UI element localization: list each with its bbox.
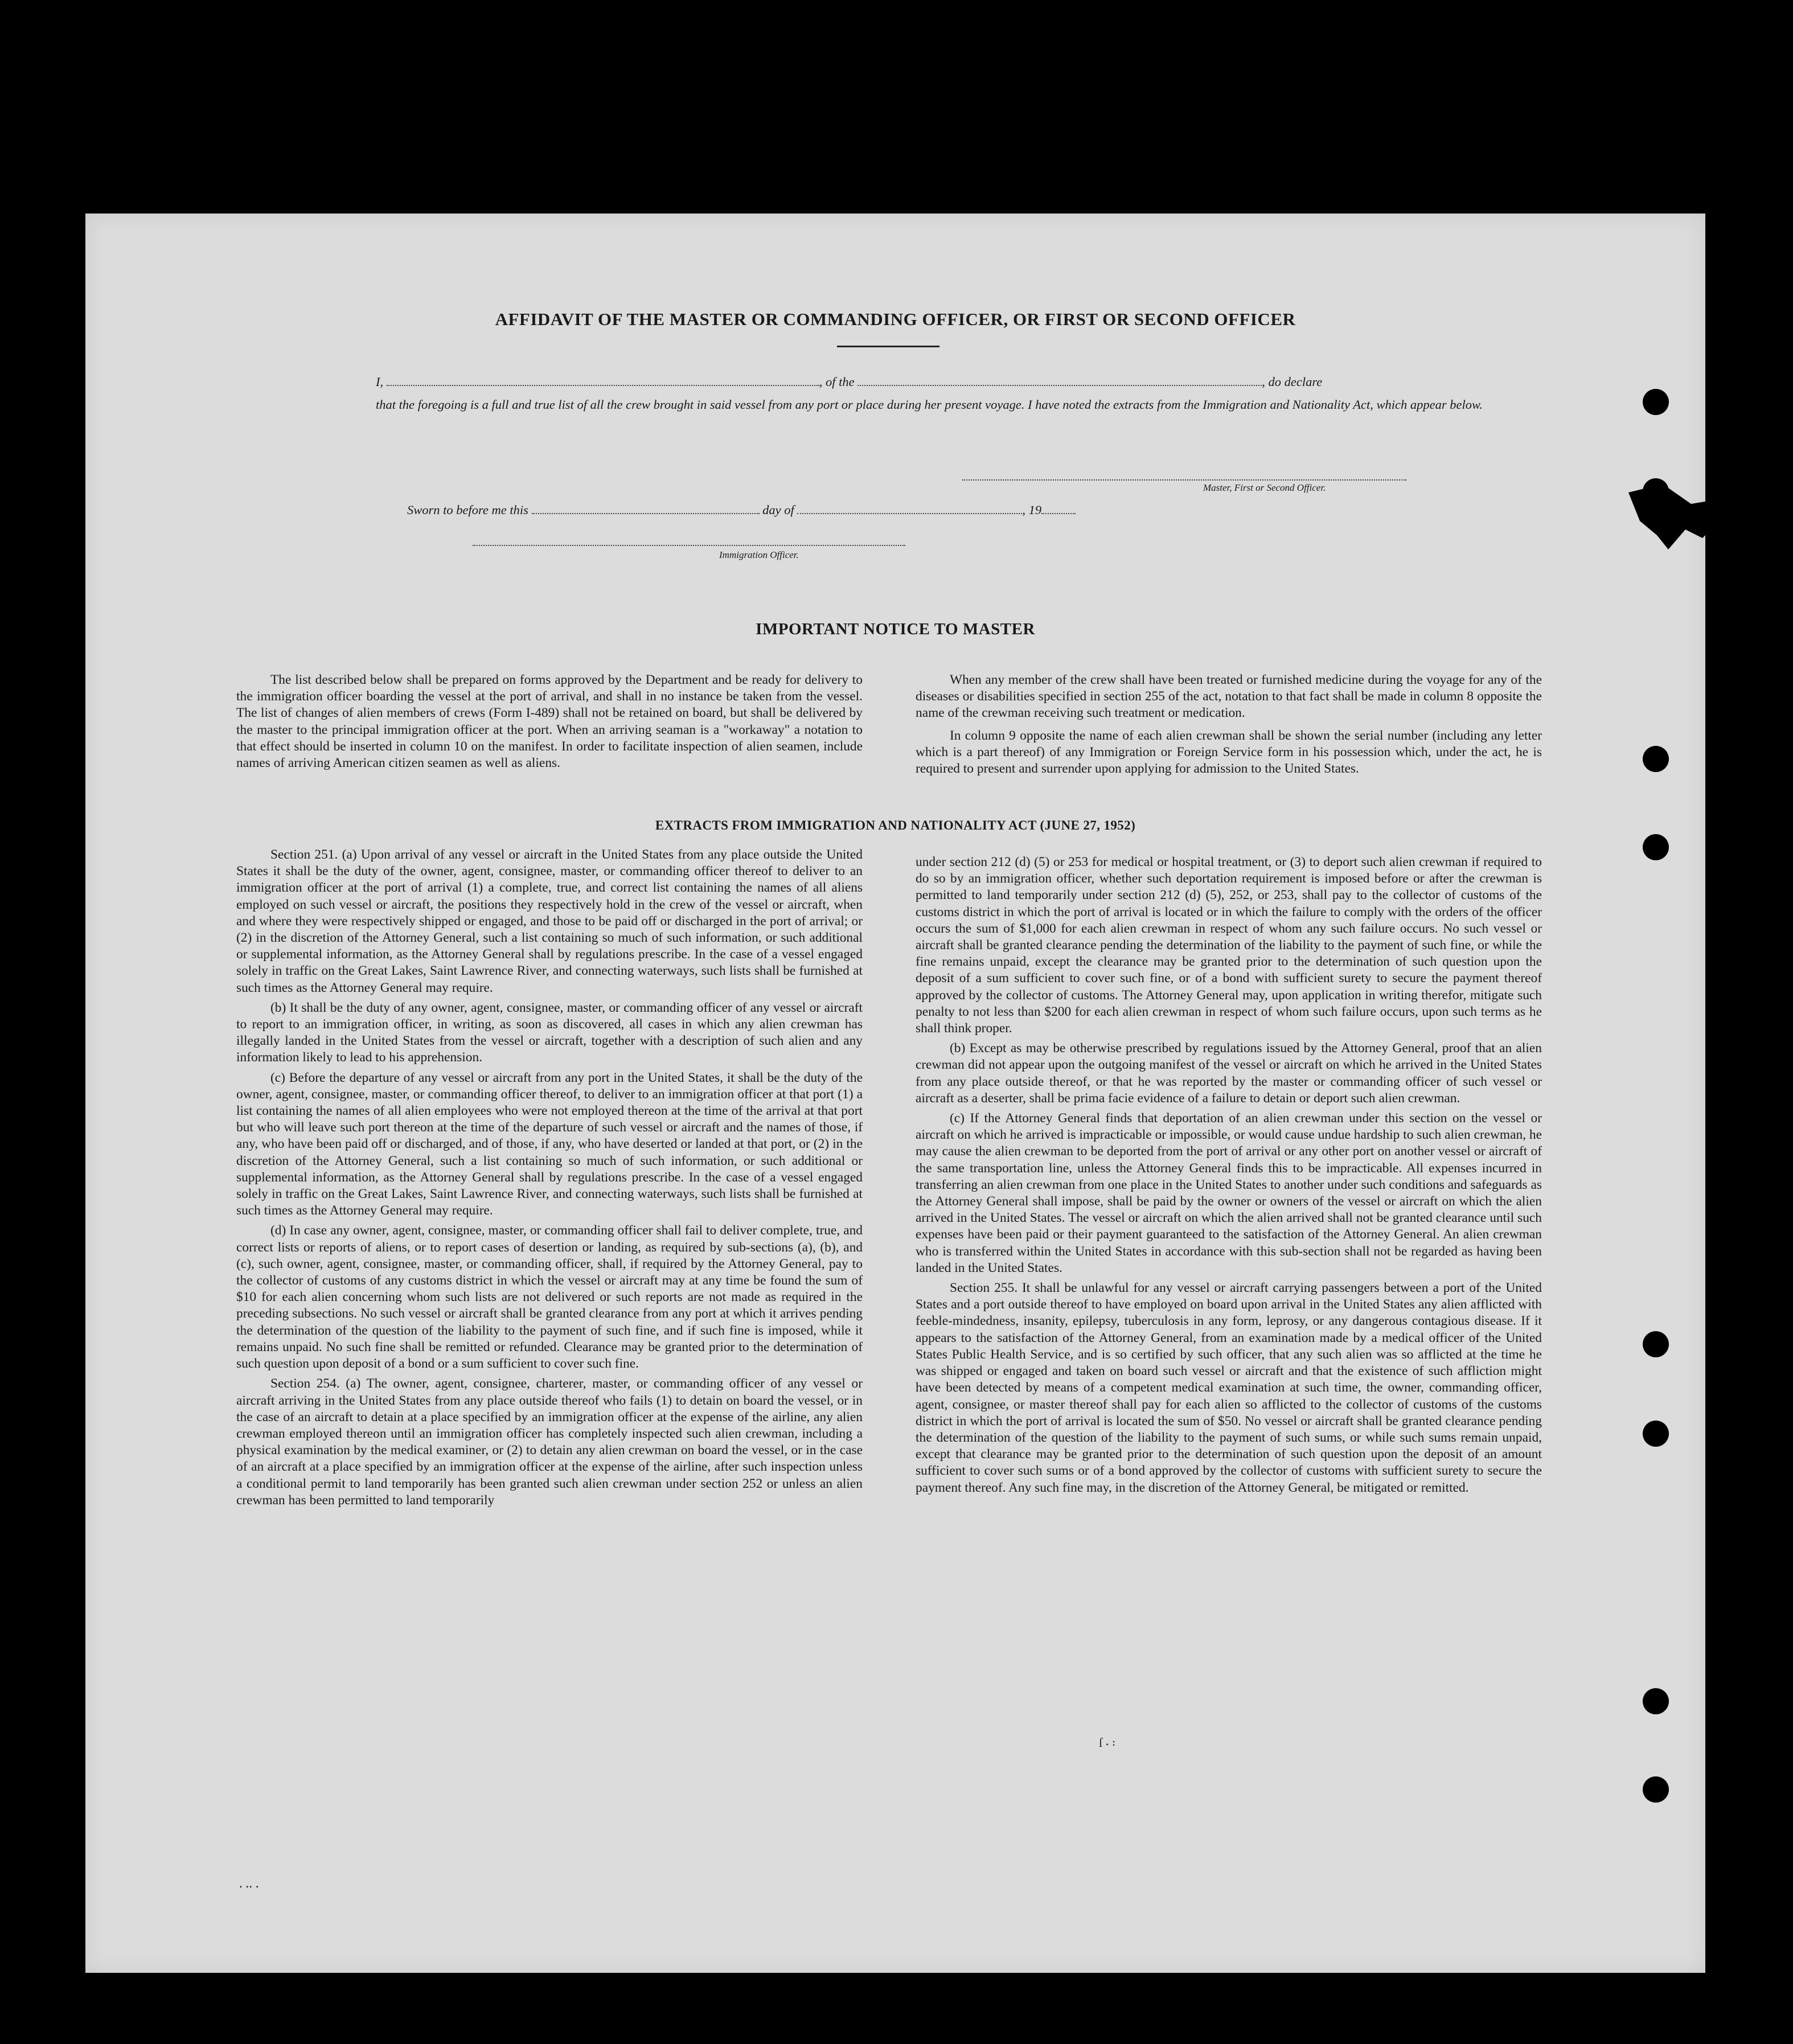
section-251c: (c) Before the departure of any vessel or aircraft from any port in the United States, it shall be the duty of the owner, agent, consignee, master, or commanding officer thereof, to deliver to an immigration officer at that port (1) a list containing the names of all alien employees who were not employed thereon at the time of the arrival at that port but who will leave such port thereon at the time of the departure of such vessel or aircraft and the names of those, if any, who have been paid off or discharged, and of those, if any, who have deserted or landed at that port, or (2) in the discretion of the Attorney General, such a list containing so much of such information, or such additional or supplemental information, as the Attorney General shall by regulations prescribe. In the case of a vessel engaged solely in traffic on the Great Lakes, Saint Lawrence River, and connecting waterways, such lists shall be furnished at such times as the Attorney General may require. [236, 1070, 863, 1218]
section-254a: Section 254. (a) The owner, agent, consignee, charterer, master, or commanding officer of any vessel or aircraft arriving in the United States from any place outside thereof who fails (1) to detain on board the vessel, or in the case of an aircraft to detain at a place specified by an immigration officer at the expense of the airline, any alien crewman employed thereon until an immigration officer has completely inspected such alien crewman, including a physical examination by the medical examiner, or (2) to detain any alien crewman on board the vessel, or in the case of an aircraft at a place specified by an immigration officer at the expense of the airline, after such inspection unless a conditional permit to land temporarily has been granted such alien crewman under section 252 or unless an alien crewman has been permitted to land temporarily [236, 1376, 863, 1508]
day-of-label: day of [762, 503, 794, 517]
immigration-officer-signature-field[interactable] [473, 544, 905, 546]
sworn-date-field[interactable] [532, 503, 760, 514]
punch-hole-icon [1643, 1776, 1669, 1803]
section-251d: (d) In case any owner, agent, consignee, master, or commanding officer shall fail to deliver complete, true, and correct lists or reports of aliens, or to report cases of desertion or landing, as required by sub-sections (a), (b), and (c), such owner, agent, consignee, master, or commanding officer, shall, if required by the Attorney General, pay to the collector of customs of any customs district in which the vessel or aircraft may at any time be found the sum of $10 for each alien concerning whom such lists are not delivered or such reports are not made as required in the preceding subsections. No such vessel or aircraft shall be granted clearance from any port at which it arrives pending the determination of the question of the liability to the payment of such fine, and if such fine is imposed, while it remains unpaid. No such fine shall be remitted or refunded. Clearance may be granted prior to the determination of such question upon deposit of a bond or a sum sufficient to cover such fine. [236, 1223, 863, 1372]
punch-hole-icon [1643, 1688, 1669, 1714]
master-signature-field[interactable] [962, 478, 1406, 481]
notice-left-column [236, 672, 863, 775]
section-254c: (c) If the Attorney General finds that deportation of an alien crewman under this section on the vessel or aircraft on which he arrived is impracticable or impossible, or would cause undue hardship to such alien crewman, he may cause the alien crewman to be deported from the port of arrival or any other port on another vessel or aircraft of the same transportation line, unless the Attorney General finds this to be impracticable. All expenses incurred in transferring an alien crewman from one place in the United States to another under such conditions and safeguards as the Attorney General shall impose, shall be paid by the owner or owners of the vessel or aircraft on which the alien arrived in the United States. The vessel or aircraft on which the alien arrived shall not be granted clearance until such expenses have been paid or their payment guaranteed to the satisfaction of the Attorney General. An alien crewman who is transferred within the United States in accordance with this sub-section shall not be regarded as having been landed in the United States. [916, 1111, 1542, 1275]
stray-marks: ⸳ ⸳⸳ ⸳ [239, 1878, 259, 1892]
decl-i-label: I, [376, 375, 384, 389]
vessel-field[interactable] [857, 375, 1262, 386]
sworn-line [407, 503, 1076, 518]
punch-hole-icon [1643, 478, 1669, 504]
punch-hole-icon [1643, 1331, 1669, 1357]
form-sheet [85, 214, 1705, 1973]
section-255: Section 255. It shall be unlawful for any vessel or aircraft carrying passengers between a port of the United States and a port outside thereof to have employed on board upon arrival in the United States any alien afflicted with feeble-mindedness, insanity, epilepsy, tuberculosis in any form, leprosy, or any dangerous contagious disease. If it appears to the satisfaction of the Attorney General, from an examination made by a medical officer of the United States Public Health Service, and is so certified by such officer, that any such alien was so afflicted at the time he was shipped or engaged and taken on board such vessel or aircraft and that the existence of such affliction might have been detected by means of a competent medical examination at such time, the owner, commanding officer, agent, consignee, or master thereof shall pay for each alien so afflicted to the collector of customs of the customs district in which the port of arrival is located the sum of $50. No vessel or aircraft shall be granted clearance pending the determination of the question of the liability to the payment of such sums, or while such sums remain unpaid, except that clearance may be granted prior to the determination of such question upon the deposit of an amount sufficient to cover such sums or of a bond approved by the collector of customs with sufficient surety to secure the payment thereof. Any such fine may, in the discretion of the Attorney General, be mitigated or remitted. [916, 1280, 1542, 1495]
punch-hole-icon [1643, 1421, 1669, 1447]
affidavit-title: AFFIDAVIT OF THE MASTER OR COMMANDING OFFICER, OR FIRST OR SECOND OFFICER [495, 309, 1296, 329]
section-254b: (b) Except as may be otherwise prescribed by regulations issued by the Attorney General, proof that an alien crewman did not appear upon the outgoing manifest of the vessel or aircraft on which he arrived in the United States from any place outside thereof, or that he was reported by the master or commanding officer of such vessel or aircraft as a deserter, shall be prima facie evidence of a failure to detain or deport such alien crewman. [916, 1041, 1542, 1106]
extracts-title: EXTRACTS FROM IMMIGRATION AND NATIONALITY ACT (JUNE 27, 1952) [655, 818, 1136, 832]
stray-marks: ſ ⸳ ꞉ [1099, 1735, 1116, 1750]
punch-hole-icon [1643, 834, 1669, 860]
declaration-text: that the foregoing is a full and true list of all the crew brought in said vessel from any port or place during her present voyage. I have noted the extracts from the Immigration and Nationality Act, which appear below. [376, 397, 1483, 412]
notice-paragraph: When any member of the crew shall have been treated or furnished medicine during the voyage for any of the diseases or disabilities specified in section 255 of the act, notation to that fact shall be made in column 8 opposite the name of the crewman receiving such treatment or medication. [916, 672, 1542, 721]
extracts-right-column [916, 854, 1542, 1500]
name-field[interactable] [387, 375, 819, 386]
year-prefix-label: , 19 [1022, 503, 1042, 517]
notice-title: IMPORTANT NOTICE TO MASTER [756, 620, 1035, 638]
section-254a-continued: under section 212 (d) (5) or 253 for medical or hospital treatment, or (3) to deport such alien crewman if required to do so by an immigration officer, whether such deportation requirement is imposed before or after the crewman is permitted to land temporarily under section 212 (d) (5), 252, or 253, shall pay to the collector of customs of the customs district in which the port of arrival is located or in which the failure to comply with the orders of the officer occurs the sum of $1,000 for each alien crewman in respect of whom any such failure occurs. No such vessel or aircraft shall be granted clearance pending the determination of the liability to the payment of such fine, or while the fine remains unpaid, except the clearance may be granted prior to the determination of such question upon the deposit of a sum sufficient to cover such fine, or of a bond with sufficient surety to secure the payment thereof approved by the collector of customs. The Attorney General may, upon application in writing therefor, mitigate such penalty to not less than $200 for each alien crewman in respect of whom such failure occurs, upon such terms as he shall think proper. [916, 855, 1542, 1036]
declaration-block [376, 371, 1503, 416]
section-251b: (b) It shall be the duty of any owner, agent, consignee, master, or commanding officer of any vessel or aircraft to report to an immigration officer, in writing, as soon as discovered, all cases in which any alien crewman has illegally landed in the United States from the vessel or aircraft, together with a description of such alien and any information likely to lead to his apprehension. [236, 1000, 863, 1065]
immigration-officer-label: Immigration Officer. [719, 549, 799, 560]
section-251a: Section 251. (a) Upon arrival of any vessel or aircraft in the United States from any place outside the United States it shall be the duty of the owner, agent, consignee, master, or commanding officer thereof to deliver to an immigration officer at the port of arrival (1) a complete, true, and correct list containing the names of all aliens employed on such vessel or aircraft, the positions they respectively hold in the crew of the vessel or aircraft, when and where they were respectively shipped or engaged, and those to be paid off or discharged in the port of arrival; or (2) in the discretion of the Attorney General, such a list containing so much of such information, or such additional or supplemental information, as the Attorney General shall by regulations prescribe. In the case of a vessel engaged solely in traffic on the Great Lakes, Saint Lawrence River, and connecting waterways, such lists shall be furnished at such times as the Attorney General may require. [236, 847, 863, 995]
notice-paragraph: In column 9 opposite the name of each alien crewman shall be shown the serial number (including any letter which is a part thereof) of any Immigration or Foreign Service form in his possession which, under the act, he is required to present and surrender upon applying for admission to the United States. [916, 728, 1542, 777]
punch-hole-icon [1643, 389, 1669, 415]
master-signature-label: Master, First or Second Officer. [1203, 482, 1326, 493]
decl-do-declare-label: , do declare [1262, 375, 1323, 389]
decl-of-the-label: , of the [819, 375, 855, 389]
sworn-year-field[interactable] [1041, 503, 1076, 514]
punch-hole-icon [1643, 746, 1669, 772]
sworn-month-field[interactable] [797, 503, 1022, 514]
notice-paragraph: The list described below shall be prepared on forms approved by the Department and be ready for delivery to the immigration officer boarding the vessel at the port of arrival, and shall in no instance be taken from the vessel. The list of changes of alien members of crews (Form I-489) shall not be retained on board, but shall be delivered by the master to the principal immigration officer at the port. When an arriving seaman is a "workaway" a notation to that effect should be inserted in column 10 on the manifest. In order to facilitate inspection of alien seamen, include names of arriving American citizen seamen as well as aliens. [236, 672, 863, 771]
extracts-left-column [236, 847, 863, 1512]
notice-right-column [916, 672, 1542, 781]
title-divider [837, 346, 939, 347]
sworn-label: Sworn to before me this [407, 503, 528, 517]
